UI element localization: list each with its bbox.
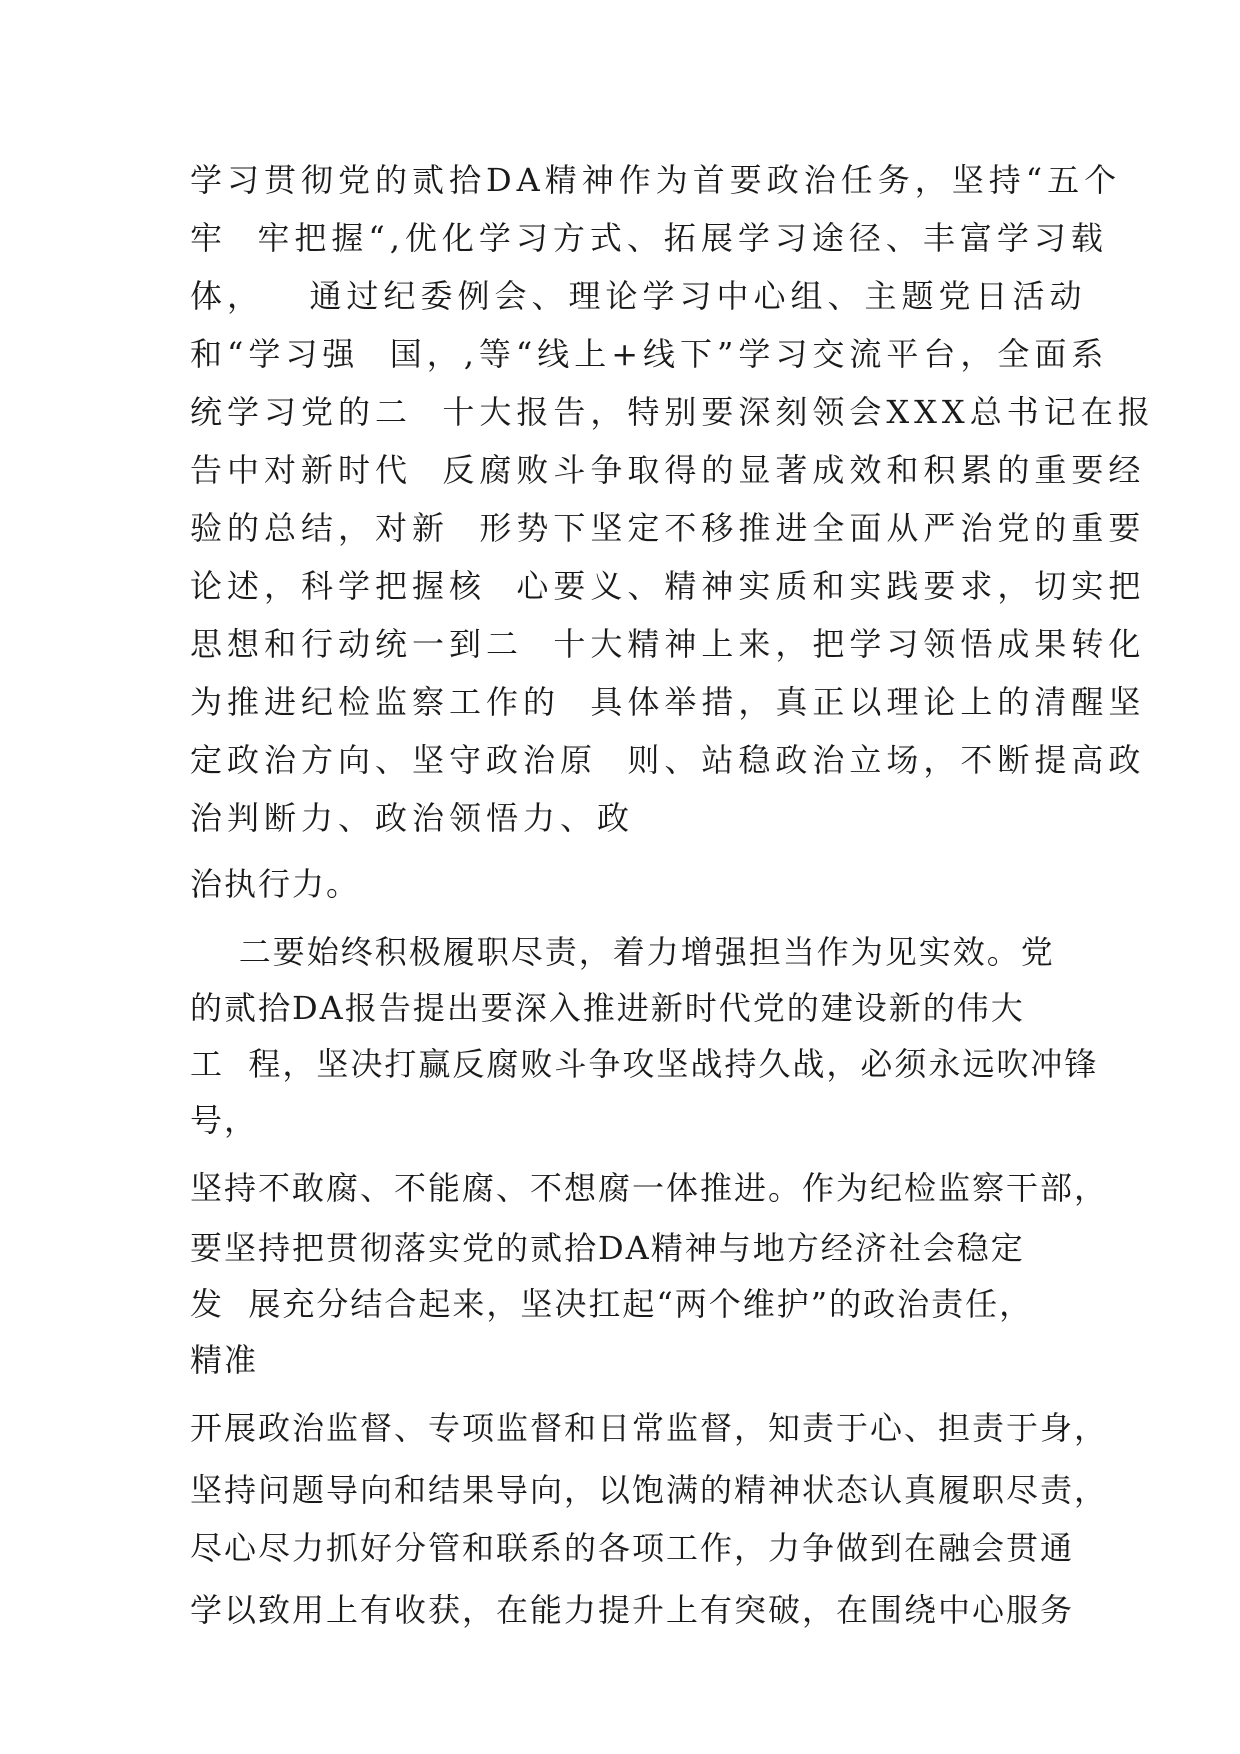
paragraph-line: 统学习党的二 十大报告，特别要深刻领会XXX总书记在报 xyxy=(190,393,1155,431)
paragraph-line: 为推进纪检监察工作的 具体举措，真正以理论上的清醒坚 xyxy=(190,683,1146,721)
paragraph-line: 要坚持把贯彻落实党的贰拾DA精神与地方经济社会稳定 xyxy=(190,1229,1025,1267)
paragraph-line: 二要始终积极履职尽责，着力增强担当作为见实效。党 xyxy=(190,933,1055,971)
paragraph-line: 尽心尽力抓好分管和联系的各项工作，力争做到在融会贯通 xyxy=(190,1529,1075,1567)
paragraph-line: 牢 牢把握“,优化学习方式、拓展学习途径、丰富学习载 xyxy=(190,219,1108,257)
paragraph-line: 坚持问题导向和结果导向，以饱满的精神状态认真履职尽责， xyxy=(190,1471,1109,1509)
paragraph-line: 坚持不敢腐、不能腐、不想腐一体推进。作为纪检监察干部， xyxy=(190,1169,1109,1207)
paragraph-line: 验的总结，对新 形势下坚定不移推进全面从严治党的重要 xyxy=(190,509,1146,547)
paragraph-line: 学习贯彻党的贰拾DA精神作为首要政治任务，坚持“五个 xyxy=(190,161,1122,199)
paragraph-line: 精准 xyxy=(190,1341,259,1379)
paragraph-line: 治执行力。 xyxy=(190,865,361,903)
paragraph-line: 思想和行动统一到二 十大精神上来，把学习领悟成果转化 xyxy=(190,625,1146,663)
paragraph-line: 发 展充分结合起来，坚决扛起“两个维护”的政治责任， xyxy=(190,1285,1034,1323)
paragraph-line: 和“学习强 国，,等“线上+线下”学习交流平台，全面系 xyxy=(190,335,1109,373)
paragraph-line: 学以致用上有收获，在能力提升上有突破，在围绕中心服务 xyxy=(190,1591,1075,1629)
paragraph-line: 号， xyxy=(190,1101,259,1139)
paragraph-line: 论述，科学把握核 心要义、精神实质和实践要求，切实把 xyxy=(190,567,1146,605)
paragraph-line: 的贰拾DA报告提出要深入推进新时代党的建设新的伟大 xyxy=(190,989,1025,1027)
paragraph-line: 定政治方向、坚守政治原 则、站稳政治立场，不断提高政 xyxy=(190,741,1146,779)
paragraph-line: 开展政治监督、专项监督和日常监督，知责于心、担责于身， xyxy=(190,1409,1109,1447)
paragraph-line: 体， 通过纪委例会、理论学习中心组、主题党日活动 xyxy=(190,277,1087,315)
paragraph-line: 告中对新时代 反腐败斗争取得的显著成效和积累的重要经 xyxy=(190,451,1146,489)
paragraph-line: 治判断力、政治领悟力、政 xyxy=(190,799,635,837)
paragraph-line: 工 程，坚决打赢反腐败斗争攻坚战持久战，必须永远吹冲锋 xyxy=(190,1045,1099,1083)
